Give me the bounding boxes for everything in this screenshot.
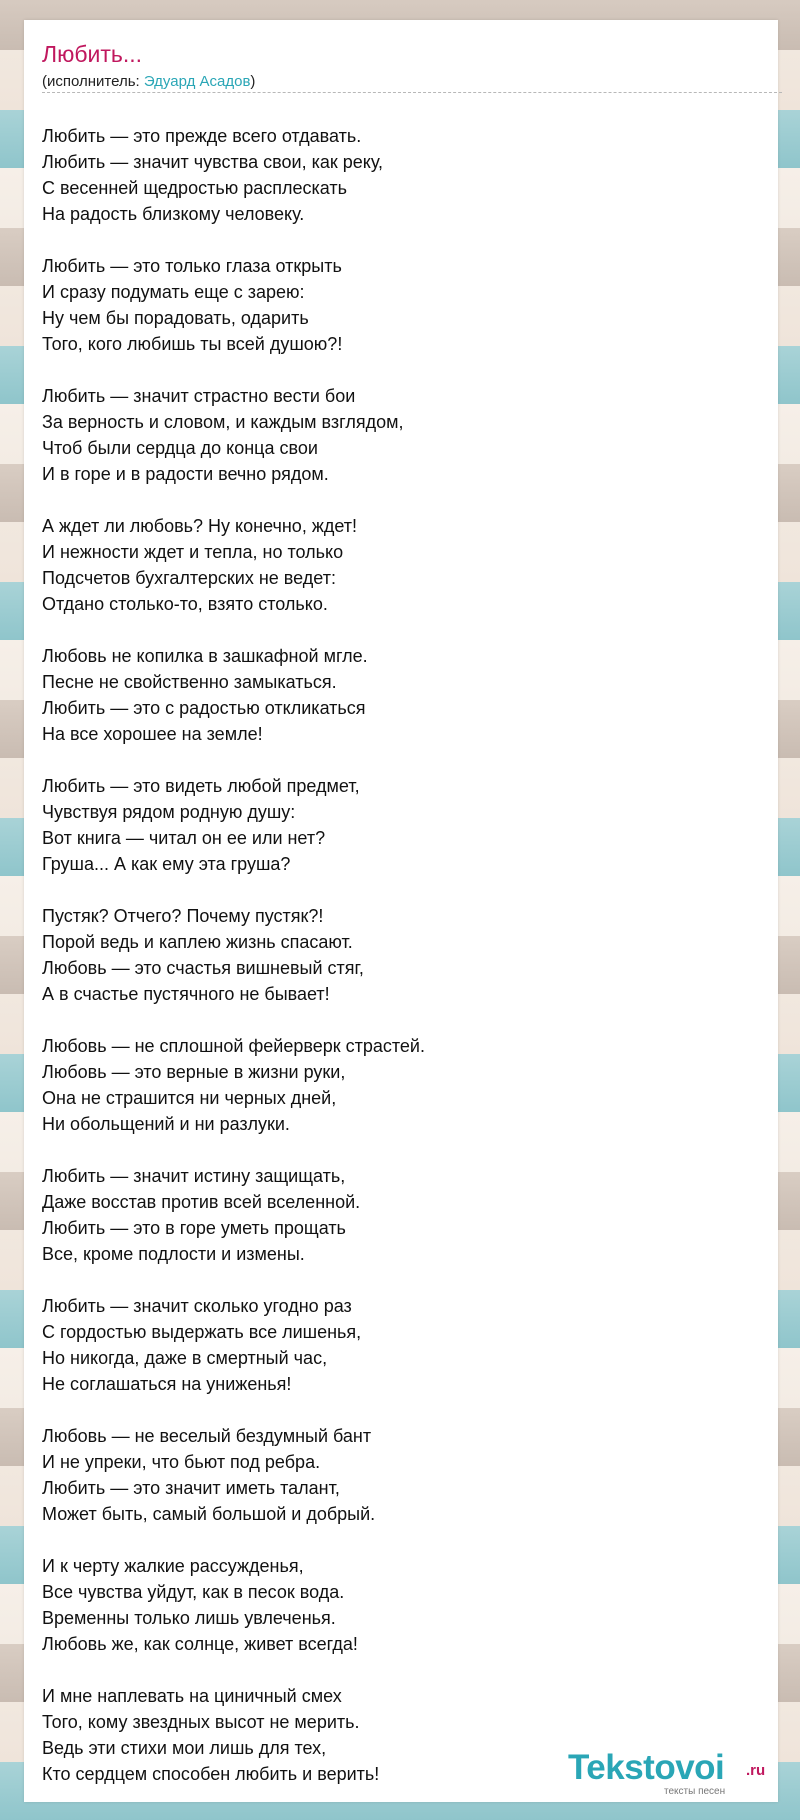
lyrics-line: С гордостью выдержать все лишенья, [42,1322,362,1342]
lyrics-line: Кто сердцем способен любить и верить! [42,1764,380,1784]
lyrics-card [24,20,778,1802]
lyrics-line: Любовь не копилка в зашкафной мгле. [42,646,368,666]
lyrics-line: А ждет ли любовь? Ну конечно, ждет! [42,516,358,536]
lyrics-line: А в счастье пустячного не бывает! [42,984,330,1004]
lyrics-line: Любить — это с радостью откликаться [42,698,366,718]
lyrics-line: И не упреки, что бьют под ребра. [42,1452,321,1472]
lyrics-line: Любить — значит истину защищать, [42,1166,346,1186]
lyrics-stanza [42,643,762,747]
lyrics-line: На радость близкому человеку. [42,204,305,224]
logo-domain: .ru [746,1762,766,1779]
lyrics-line: Отдано столько-то, взято столько. [42,594,328,614]
lyrics-line: Любовь — это счастья вишневый стяг, [42,958,364,978]
lyrics-line: Подсчетов бухгалтерских не ведет: [42,568,336,588]
lyrics-line: Любить — это видеть любой предмет, [42,776,360,796]
lyrics-line: Того, кому звездных высот не мерить. [42,1712,360,1732]
lyrics-line: Любовь же, как солнце, живет всегда! [42,1634,358,1654]
lyrics-line: Вот книга — читал он ее или нет? [42,828,326,848]
lyrics-stanza [42,253,762,357]
lyrics-line: Любить — это прежде всего отдавать. [42,126,362,146]
lyrics-line: Любить — значит страстно вести бои [42,386,356,406]
performer-prefix: (исполнитель: [42,73,144,90]
lyrics-stanza [42,123,762,227]
lyrics-line: Она не страшится ни черных дней, [42,1088,337,1108]
lyrics-line: И в горе и в радости вечно рядом. [42,464,329,484]
lyrics-line: Чтоб были сердца до конца свои [42,438,318,458]
lyrics-stanza [42,1163,762,1267]
lyrics-line: С весенней щедростью расплескать [42,178,347,198]
lyrics-line: Может быть, самый большой и добрый. [42,1504,376,1524]
lyrics-stanza [42,1293,762,1397]
lyrics-line: И к черту жалкие рассужденья, [42,1556,304,1576]
lyrics-stanza [42,773,762,877]
site-logo[interactable] [568,1748,768,1804]
lyrics-line: Не соглашаться на униженья! [42,1374,292,1394]
lyrics-line: И нежности ждет и тепла, но только [42,542,344,562]
lyrics-line: Любить — значит чувства свои, как реку, [42,152,384,172]
lyrics-stanza [42,1553,762,1657]
performer-line [42,72,255,92]
lyrics-line: Груша... А как ему эта груша? [42,854,291,874]
lyrics-line: Порой ведь и каплею жизнь спасают. [42,932,353,952]
performer-suffix: ) [250,73,256,90]
lyrics-line: Любить — значит сколько угодно раз [42,1296,352,1316]
lyrics-line: За верность и словом, и каждым взглядом, [42,412,404,432]
lyrics-line: Любить — это значит иметь талант, [42,1478,340,1498]
lyrics-line: Песне не свойственно замыкаться. [42,672,337,692]
lyrics-line: И мне наплевать на циничный смех [42,1686,342,1706]
lyrics-line: Любовь — это верные в жизни руки, [42,1062,346,1082]
lyrics-line: Любовь — не сплошной фейерверк страстей. [42,1036,425,1056]
song-title: Любить... [42,41,143,67]
lyrics-line: Пустяк? Отчего? Почему пустяк?! [42,906,324,926]
logo-wordmark: Tekstovoi [568,1748,725,1787]
lyrics-text [42,123,762,1813]
lyrics-line: Но никогда, даже в смертный час, [42,1348,328,1368]
lyrics-line: Временны только лишь увлеченья. [42,1608,336,1628]
lyrics-line: Даже восстав против всей вселенной. [42,1192,361,1212]
lyrics-line: Ни обольщений и ни разлуки. [42,1114,290,1134]
lyrics-line: Ну чем бы порадовать, одарить [42,308,309,328]
lyrics-line: Того, кого любишь ты всей душою?! [42,334,343,354]
artist-link[interactable]: Эдуард Асадов [143,73,251,90]
lyrics-stanza [42,1423,762,1527]
lyrics-stanza [42,903,762,1007]
lyrics-line: Все, кроме подлости и измены. [42,1244,305,1264]
logo-tagline: тексты песен [664,1786,726,1797]
lyrics-line: Все чувства уйдут, как в песок вода. [42,1582,345,1602]
lyrics-line: Ведь эти стихи мои лишь для тех, [42,1738,327,1758]
lyrics-line: Чувствуя рядом родную душу: [42,802,296,822]
lyrics-line: И сразу подумать еще с зарею: [42,282,305,302]
header-divider [42,92,782,93]
lyrics-line: Любовь — не веселый бездумный бант [42,1426,372,1446]
lyrics-line: Любить — это только глаза открыть [42,256,342,276]
lyrics-stanza [42,513,762,617]
lyrics-stanza [42,383,762,487]
lyrics-line: На все хорошее на земле! [42,724,263,744]
lyrics-stanza [42,1033,762,1137]
lyrics-line: Любить — это в горе уметь прощать [42,1218,346,1238]
